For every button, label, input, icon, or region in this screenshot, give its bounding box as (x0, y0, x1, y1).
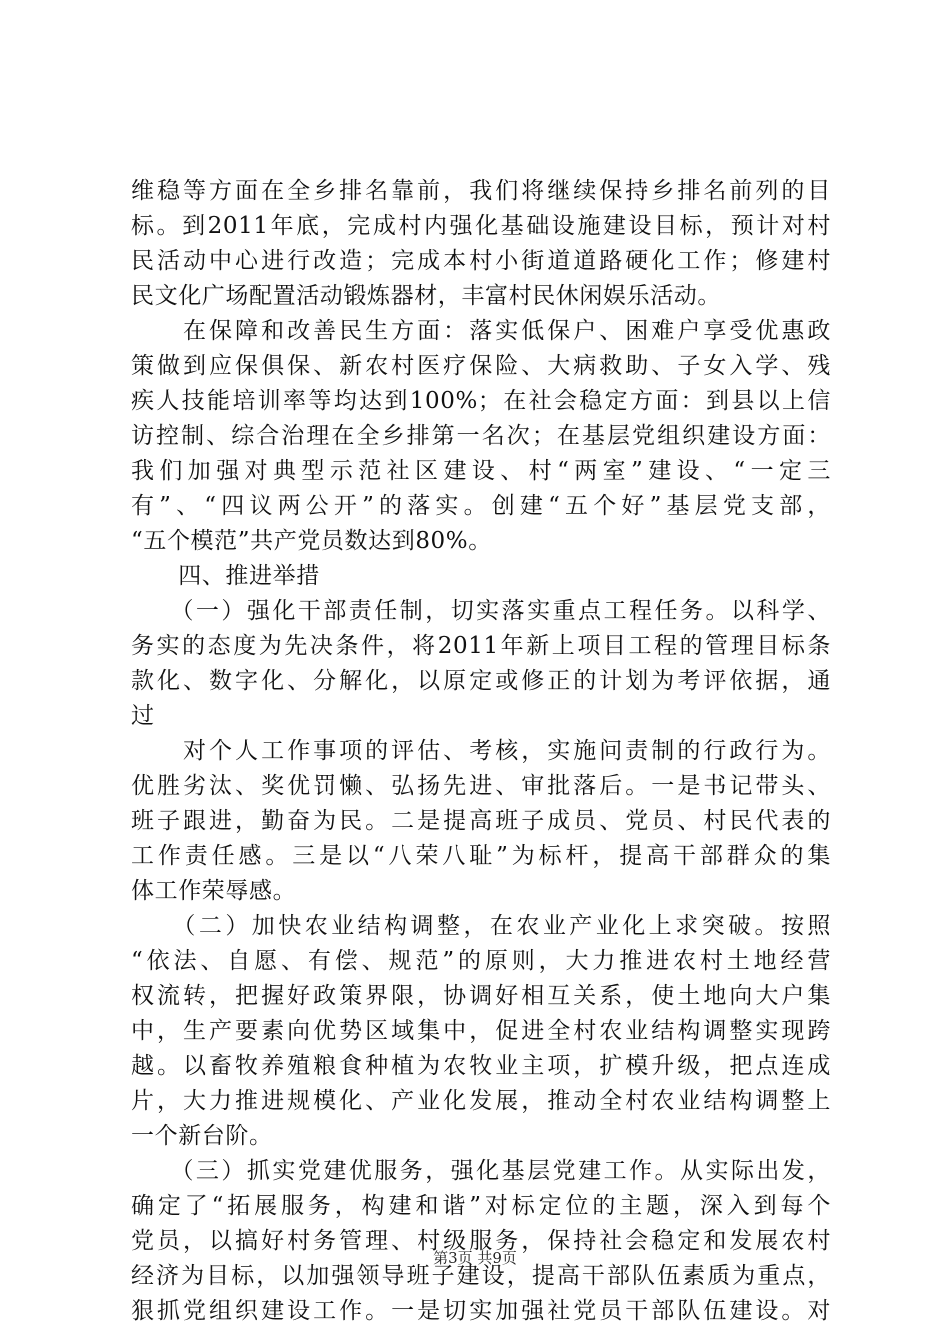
text-line: 工作责任感。三是以“八荣八耻”为标杆，提高干部群众的集 (131, 843, 831, 869)
text-line: “五个模范”共产党员数达到80%。 (131, 528, 492, 554)
text-line: 越。以畜牧养殖粮食种植为农牧业主项，扩模升级，把点连成 (131, 1053, 831, 1079)
text-line: 有”、“四议两公开”的落实。创建“五个好”基层党支部， (131, 493, 831, 519)
text-line: 中，生产要素向优势区域集中，促进全村农业结构调整实现跨 (131, 1018, 831, 1044)
text-line: 权流转，把握好政策界限，协调好相互关系，使土地向大户集 (131, 983, 831, 1009)
text-line: 疾人技能培训率等均达到100%；在社会稳定方面：到县以上信 (131, 388, 831, 414)
text-line: 狠抓党组织建设工作。一是切实加强社党员干部队伍建设。对 (131, 1298, 831, 1324)
text-line: 一个新台阶。 (131, 1123, 273, 1149)
text-line: 经济为目标，以加强领导班子建设，提高干部队伍素质为重点， (131, 1263, 831, 1289)
page-footer (0, 1248, 950, 1268)
text-line: 标。到2011年底，完成村内强化基础设施建设目标，预计对村 (131, 213, 831, 239)
text-line: 片，大力推进规模化、产业化发展，推动全村农业结构调整上 (131, 1088, 831, 1114)
page-number-label: 第3页 共9页 (433, 1249, 517, 1267)
text-line: （三）抓实党建优服务，强化基层党建工作。从实际出发， (131, 1158, 831, 1184)
text-line: 优胜劣汰、奖优罚懒、弘扬先进、审批落后。一是书记带头、 (131, 773, 831, 799)
text-line: （二）加快农业结构调整，在农业产业化上求突破。按照 (131, 913, 831, 939)
text-line: 款化、数字化、分解化，以原定或修正的计划为考评依据，通 (131, 668, 831, 694)
text-line: 务实的态度为先决条件，将2011年新上项目工程的管理目标条 (131, 633, 831, 659)
text-line: 体工作荣辱感。 (131, 878, 297, 904)
text-line: 我们加强对典型示范社区建设、村“两室”建设、“一定三 (131, 458, 831, 484)
text-line: 策做到应保俱保、新农村医疗保险、大病救助、子女入学、残 (131, 353, 831, 379)
text-line: 党员，以搞好村务管理、村级服务，保持社会稳定和发展农村 (131, 1228, 831, 1254)
text-line: 对个人工作事项的评估、考核，实施问责制的行政行为。 (131, 738, 831, 764)
text-line: 确定了“拓展服务，构建和谐”对标定位的主题，深入到每个 (131, 1193, 831, 1219)
text-line: 访控制、综合治理在全乡排第一名次；在基层党组织建设方面： (131, 423, 831, 449)
document-body (131, 174, 831, 1329)
text-line: （一）强化干部责任制，切实落实重点工程任务。以科学、 (131, 598, 831, 624)
text-line: 民活动中心进行改造；完成本村小街道道路硬化工作；修建村 (131, 248, 831, 274)
text-line: 在保障和改善民生方面：落实低保户、困难户享受优惠政 (131, 318, 831, 344)
text-line: 民文化广场配置活动锻炼器材，丰富村民休闲娱乐活动。 (131, 283, 721, 309)
text-line: 维稳等方面在全乡排名靠前，我们将继续保持乡排名前列的目 (131, 178, 831, 204)
text-line: 过 (131, 703, 155, 729)
section-heading: 四、推进举措 (131, 563, 320, 589)
text-line: 班子跟进，勤奋为民。二是提高班子成员、党员、村民代表的 (131, 808, 831, 834)
text-line: “依法、自愿、有偿、规范”的原则，大力推进农村土地经营 (131, 948, 831, 974)
